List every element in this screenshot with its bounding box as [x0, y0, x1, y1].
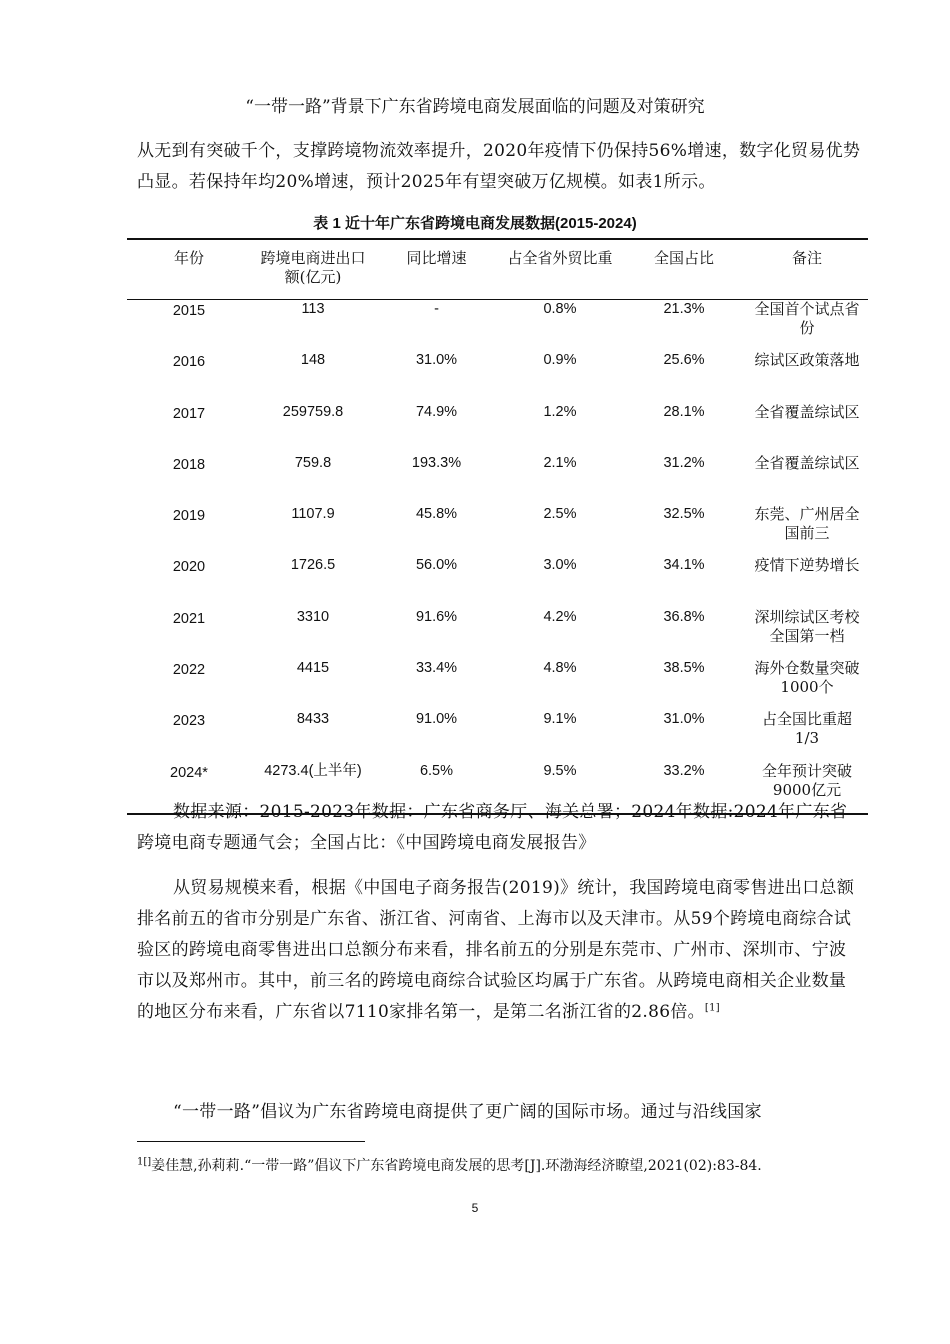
- table-row: [127, 403, 868, 454]
- footnote: [137, 1152, 861, 1180]
- footnote-text: 姜佳慧,孙莉莉.“一带一路”倡议下广东省跨境电商发展的思考[J].环渤海经济瞭望,2021(02):83-84.: [151, 1158, 762, 1174]
- table-cell: 36.8%: [663, 608, 705, 625]
- table-cell: 25.6%: [663, 352, 705, 369]
- table-cell: 1726.5: [290, 557, 336, 574]
- table-cell: 3.0%: [543, 557, 577, 574]
- table-cell: 56.0%: [415, 557, 458, 574]
- intro-paragraph: 从无到有突破千个，支撑跨境物流效率提升，2020年疫情下仍保持56%增速，数字化贸易优势凸显。若保持年均20%增速，预计2025年有望突破万亿规模。如表1所示。: [137, 141, 861, 192]
- table-cell: 9.1%: [543, 711, 577, 728]
- paragraph-text: 从贸易规模来看，根据《中国电子商务报告(2019)》统计，我国跨境电商零售进出口总额排名前五的省市分别是广东省、浙江省、河南省、上海市以及天津市。从59个跨境电商综合试验区的跨境电商零售进出口总额分布来看，排名前五的分别是东莞市、广州市、深圳市、宁波市以及郑州市。其中，前三名的跨境电商综合试验区均属于广东省。从跨境电商相关企业数量的地区分布来看，广东省以7110家排名第一，是第二名浙江省的2.86倍。: [137, 878, 855, 1022]
- table-cell: 148: [300, 352, 326, 369]
- table-cell: 32.5%: [663, 506, 705, 523]
- table-cell: 33.2%: [663, 762, 705, 779]
- table-cell: 4273.4(上半年): [264, 762, 362, 779]
- table-cell: 1107.9: [291, 506, 335, 523]
- table-cell: 31.0%: [415, 352, 458, 369]
- data-source-note: 数据来源：2015-2023年数据：广东省商务厅、海关总署；2024年数据:2024年广东省跨境电商专题通气会；全国占比：《中国跨境电商发展报告》: [137, 802, 848, 853]
- table-cell: 0.8%: [543, 301, 577, 317]
- data-table: [127, 238, 868, 815]
- table-cell: 2024*: [170, 764, 208, 781]
- table-caption: 表 1 近十年广东省跨境电商发展数据(2015-2024): [313, 215, 637, 232]
- table-cell: 3310: [296, 608, 330, 625]
- table-row: [127, 710, 868, 761]
- table-cell-note: 综试区政策落地: [754, 351, 860, 370]
- table-cell: 2.5%: [543, 506, 577, 523]
- table-cell-note: 全省覆盖综试区: [754, 402, 860, 421]
- table-cell-note: 东莞、广州居全国前三: [754, 505, 860, 543]
- table-cell: 74.9%: [415, 403, 458, 420]
- table-cell: 28.1%: [663, 403, 705, 420]
- column-header: 跨境电商进出口额(亿元): [260, 249, 366, 286]
- column-header: 占全省外贸比重: [507, 249, 613, 267]
- table-cell: 8433: [296, 711, 330, 728]
- table-cell-note: 疫情下逆势增长: [754, 556, 860, 575]
- table-row: [127, 505, 868, 556]
- table-cell: 1.2%: [543, 403, 577, 420]
- table-cell: 91.0%: [415, 711, 458, 728]
- table-cell: 45.8%: [415, 506, 458, 523]
- column-header: 备注: [791, 249, 822, 267]
- table-cell: 31.0%: [663, 711, 705, 728]
- table-cell-note: 占全国比重超1/3: [761, 710, 852, 748]
- page-header: “一带一路”背景下广东省跨境电商发展面临的问题及对策研究: [245, 97, 705, 117]
- table-cell-note: 全国首个试点省份: [754, 300, 860, 337]
- table-cell-note: 海外仓数量突破1000个: [754, 659, 860, 697]
- footnote-divider: [137, 1141, 365, 1142]
- table-cell: 4.2%: [543, 608, 577, 625]
- table-cell: 2022: [172, 662, 206, 679]
- table-body: [127, 300, 868, 814]
- table-cell: 259759.8: [282, 403, 344, 420]
- table-cell: 2017: [172, 405, 206, 422]
- data-table-container: [127, 238, 868, 815]
- table-row: [127, 556, 868, 607]
- table-header-row: [127, 239, 868, 300]
- table-cell-note: 全年预计突破9000亿元: [761, 761, 852, 799]
- column-header: 同比增速: [406, 249, 467, 267]
- table-cell: 2015: [172, 303, 206, 319]
- table-cell: 9.5%: [543, 762, 577, 779]
- body-paragraph-trade-scale: [137, 873, 861, 1028]
- table-cell: 31.2%: [663, 454, 705, 471]
- table-row: [127, 608, 868, 659]
- table-cell: 4.8%: [543, 660, 577, 677]
- table-cell-note: 全省覆盖综试区: [754, 453, 860, 472]
- table-cell: 2021: [172, 610, 206, 627]
- page-number: 5: [471, 1201, 479, 1215]
- table-cell: 6.5%: [419, 762, 454, 779]
- column-header: 全国占比: [653, 249, 714, 267]
- table-cell: 91.6%: [415, 608, 458, 625]
- table-cell: 2023: [172, 713, 206, 730]
- table-cell: 2018: [172, 456, 206, 473]
- table-cell: 34.1%: [663, 557, 705, 574]
- table-cell: 38.5%: [663, 660, 705, 677]
- body-paragraph-belt-road: “一带一路”倡议为广东省跨境电商提供了更广阔的国际市场。通过与沿线国家: [173, 1102, 762, 1122]
- citation-ref: [1]: [704, 1002, 720, 1014]
- table-cell: 2016: [172, 354, 206, 371]
- table-cell: -: [434, 301, 439, 317]
- footnote-marker: 1[]: [137, 1156, 152, 1168]
- table-cell: 2020: [172, 559, 206, 576]
- table-cell: 2.1%: [543, 454, 577, 471]
- table-row: [127, 454, 868, 505]
- table-cell: 0.9%: [543, 352, 577, 369]
- table-cell: 21.3%: [663, 301, 705, 317]
- table-cell: 113: [301, 301, 325, 317]
- table-row: [127, 351, 868, 402]
- table-cell-note: 深圳综试区考校全国第一档: [754, 607, 860, 645]
- table-cell: 2019: [172, 508, 206, 525]
- column-header: 年份: [173, 249, 204, 267]
- table-row: [127, 659, 868, 710]
- table-cell: 193.3%: [411, 454, 462, 471]
- table-cell: 4415: [296, 660, 330, 677]
- table-row: [127, 300, 868, 352]
- table-cell: 33.4%: [415, 660, 458, 677]
- table-cell: 759.8: [294, 454, 332, 471]
